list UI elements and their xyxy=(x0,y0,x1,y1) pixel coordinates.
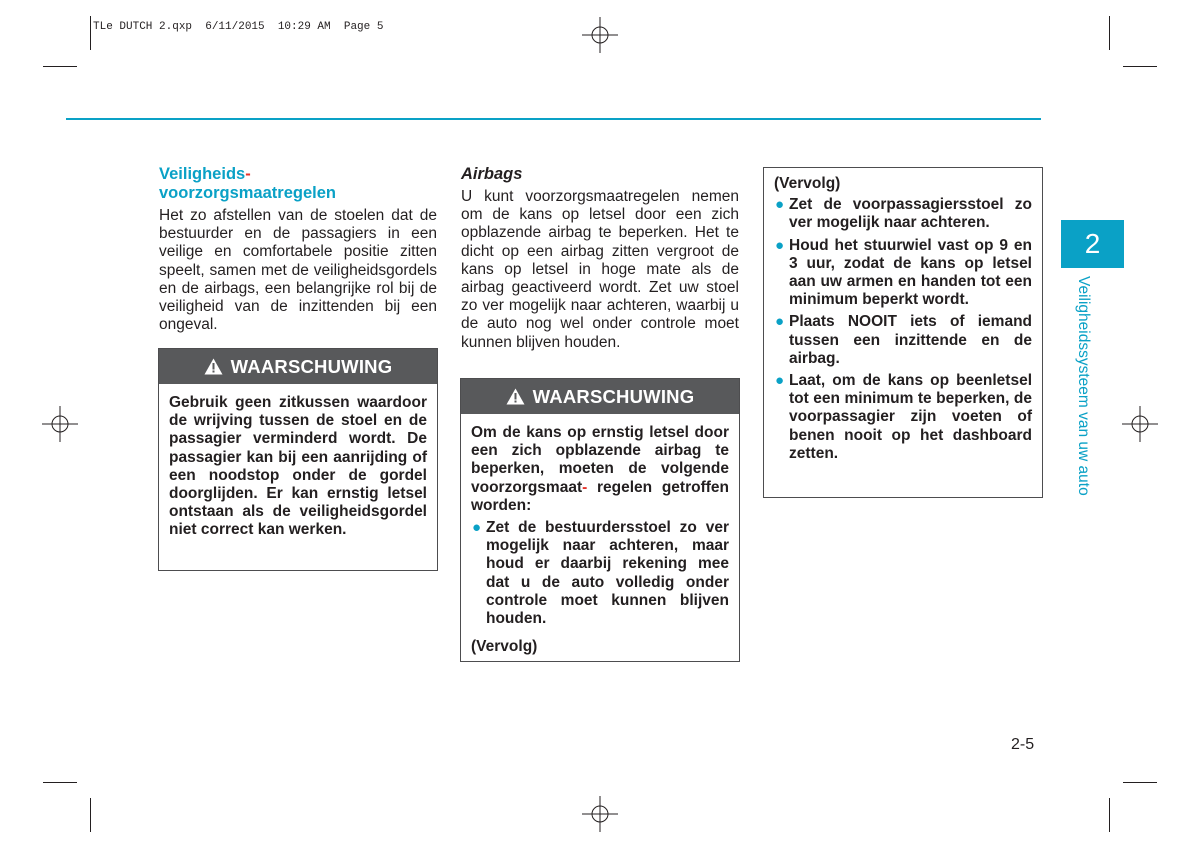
registration-mark-icon xyxy=(582,17,618,53)
list-item: ● Laat, om de kans op beenletsel tot een minimum te beperken, de voorpassagier zijn voeten of benen nooit op het dashboard zetten. xyxy=(775,372,1032,462)
continued-box xyxy=(763,167,1043,498)
continued-content xyxy=(764,168,1042,473)
crop-mark xyxy=(90,798,91,832)
list-item: ● Zet de voorpassagiersstoel zo ver mogelijk naar achteren. xyxy=(775,196,1032,232)
bullet-icon: ● xyxy=(775,196,785,214)
printer-slug: TLe DUTCH 2.qxp 6/11/2015 10:29 AM Page 5 xyxy=(93,21,384,33)
list-item: ● Zet de bestuurdersstoel zo ver mogelijk naar achteren, maar houd er daarbij rekening mee dat u de auto volledig onder controle moet kunnen blijven houden. xyxy=(472,519,729,628)
section-heading: Veiligheids- voorzorgsmaatregelen xyxy=(159,165,336,202)
continued-label: (Vervolg) xyxy=(774,175,841,192)
warning-triangle-icon xyxy=(506,388,525,405)
bullet-icon: ● xyxy=(775,236,785,254)
airbags-body: U kunt voorzorgsmaatregelen nemen om de kans op letsel door een zich opblazende airbag te beperken. Het te dicht op een airbag zitten vergroot de kans op letsel in hoge mate als de airbag geactiveerd wordt. Zet uw stoel zo ver mogelijk naar achteren, waarbij u de auto nog wel onder controle moet kunnen blijven houden. xyxy=(461,188,739,351)
crop-mark xyxy=(43,66,77,67)
bullet-icon: ● xyxy=(472,519,482,537)
crop-mark xyxy=(1109,798,1110,832)
registration-mark-icon xyxy=(582,796,618,832)
registration-mark-icon xyxy=(42,406,78,442)
warning-box xyxy=(460,378,740,662)
continued-label: (Vervolg) xyxy=(471,638,538,656)
warning-intro: Om de kans op ernstig letsel door een zich opblazende airbag te beperken, moeten de volgende voorzorgsmaat- regelen getroffen worden: xyxy=(471,424,729,514)
section-body: Het zo afstellen van de stoelen dat de bestuurder en de passagiers in een veilige en comfortabele positie zitten speelt, samen met de veiligheidsgordels en de airbags, een belangrijke rol bij de veiligheid van de inzittenden bij een ongeval. xyxy=(159,207,437,334)
warning-box xyxy=(158,348,438,571)
crop-mark xyxy=(1109,16,1110,50)
list-item: ● Plaats NOOIT iets of iemand tussen een inzittende en de airbag. xyxy=(775,313,1032,367)
heading-hyphen: - xyxy=(245,165,251,183)
warning-title: WAARSCHUWING xyxy=(230,355,393,377)
chapter-title: Veiligheidssysteem van uw auto xyxy=(1075,276,1092,496)
bullet-icon: ● xyxy=(775,313,785,331)
list-item: ● Houd het stuurwiel vast op 9 en 3 uur, zodat de kans op letsel aan uw armen en handen tot een minimum beperkt wordt. xyxy=(775,236,1032,309)
intro-hyphen: - xyxy=(582,478,588,496)
continued-bullet-list xyxy=(774,196,1032,463)
registration-mark-icon xyxy=(1122,406,1158,442)
warning-triangle-icon xyxy=(204,358,223,375)
warning-header xyxy=(159,349,437,384)
page-number: 2-5 xyxy=(1011,736,1035,753)
crop-mark xyxy=(90,16,91,50)
warning-text: Gebruik geen zitkussen waardoor de wrijving tussen de stoel en de passagier verminderd wordt. De passagier kan bij een aanrijding of een noodstop onder de gordel doorglijden. Er kan ernstig letsel ontstaan als de veiligheidsgordel niet correct kan werken. xyxy=(169,394,427,539)
header-rule xyxy=(66,118,1041,120)
bullet-icon: ● xyxy=(775,372,785,390)
airbags-heading: Airbags xyxy=(461,165,523,183)
warning-content xyxy=(461,414,739,666)
warning-bullet-list xyxy=(471,519,729,628)
crop-mark xyxy=(1123,66,1157,67)
left-column xyxy=(159,165,437,334)
chapter-tab: 2 xyxy=(1061,220,1124,268)
middle-column xyxy=(461,165,739,352)
warning-header xyxy=(461,379,739,414)
crop-mark xyxy=(1123,782,1157,783)
crop-mark xyxy=(43,782,77,783)
warning-title: WAARSCHUWING xyxy=(532,385,695,407)
